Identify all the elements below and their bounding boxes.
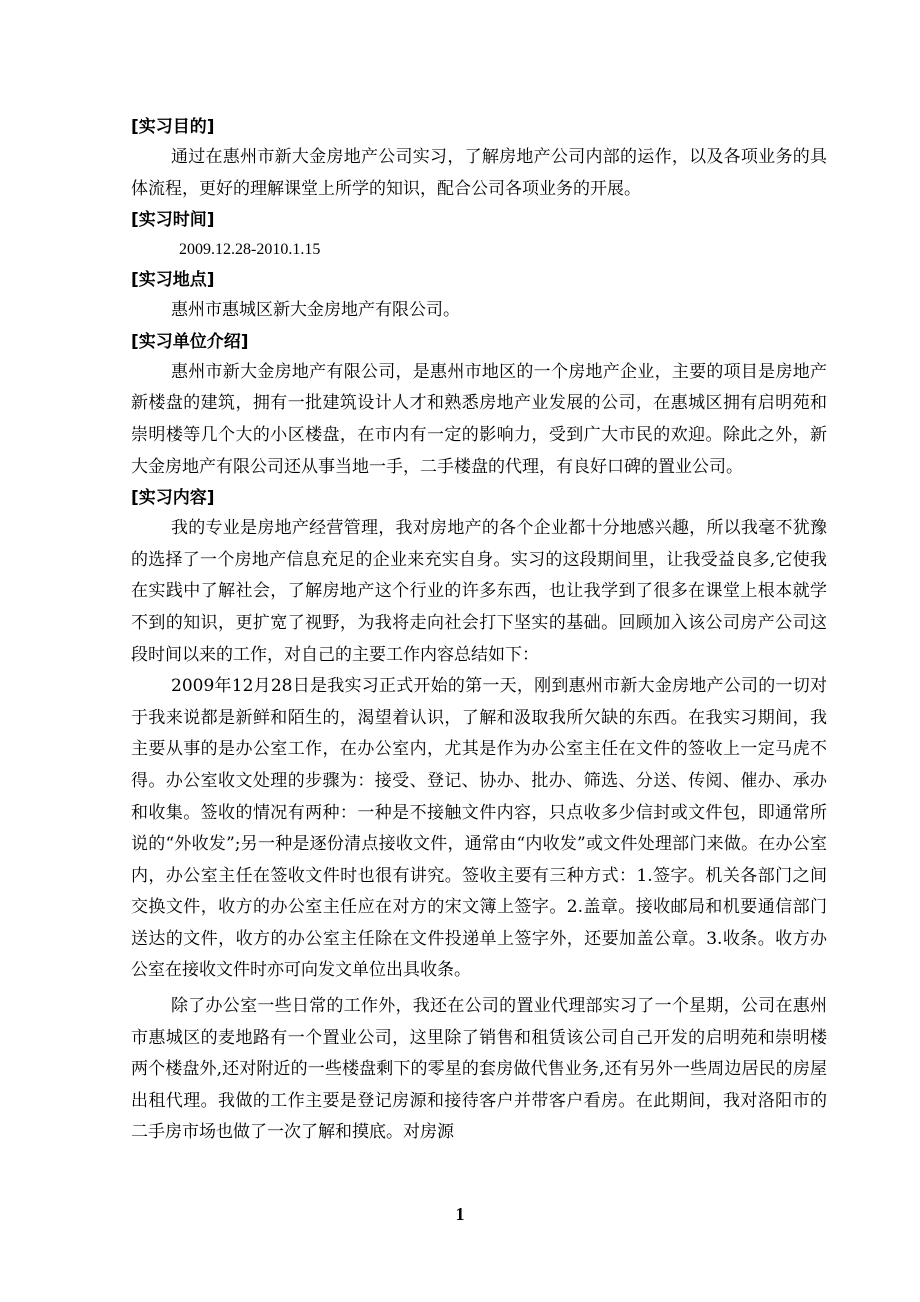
content-paragraph-1: 我的专业是房地产经营管理，我对房地产的各个企业都十分地感兴趣，所以我毫不犹豫的选择了一个房地产信息充足的企业来充实自身。实习的这段期间里，让我受益良多,它使我在实践中了解社会，了解房地产这个行业的许多东西，也让我学到了很多在课堂上根本就学不到的知识，更扩宽了视野，为我将走向社会打下坚实的基础。回顾加入该公司房产公司这段时间以来的工作，对自己的主要工作内容总结如下：: [131, 518, 827, 665]
purpose-paragraph: 通过在惠州市新大金房地产公司实习，了解房地产公司内部的运作，以及各项业务的具体流程，更好的理解课堂上所学的知识，配合公司各项业务的开展。: [131, 147, 827, 199]
document-body: [131, 112, 827, 1149]
section-heading-content: [实习内容]: [131, 488, 215, 509]
internship-date-range: 2009.12.28-2010.1.15: [179, 241, 321, 259]
section-heading-purpose: [实习目的]: [131, 117, 215, 137]
company-paragraph: 惠州市新大金房地产有限公司，是惠州市地区的一个房地产企业，主要的项目是房地产新楼盘的建筑，拥有一批建筑设计人才和熟悉房地产业发展的公司，在惠城区拥有启明苑和崇明楼等几个大的小区楼盘，在市内有一定的影响力，受到广大市民的欢迎。除此之外，新大金房地产有限公司还从事当地一手，二手楼盘的代理，有良好口碑的置业公司。: [131, 361, 827, 477]
section-heading-location: [实习地点]: [131, 270, 215, 291]
page-number: 1: [455, 1204, 465, 1224]
content-paragraph-3: 除了办公室一些日常的工作外，我还在公司的置业代理部实习了一个星期，公司在惠州市惠城区的麦地路有一个置业公司，这里除了销售和租赁该公司自己开发的启明苑和崇明楼两个楼盘外,还对附近的一些楼盘剩下的零星的套房做代售业务,还有另外一些周边居民的房屋出租代理。我做的工作主要是登记房源和接待客户并带客户看房。在此期间，我对洛阳市的二手房市场也做了一次了解和摸底。对房源: [131, 996, 827, 1143]
location-paragraph: 惠州市惠城区新大金房地产有限公司。: [171, 300, 460, 321]
content-paragraph-2: 2009年12月28日是我实习正式开始的第一天，刚到惠州市新大金房地产公司的一切对于我来说都是新鲜和陌生的，渴望着认识，了解和汲取我所欠缺的东西。在我实习期间，我主要从事的是办公室工作，在办公室内，尤其是作为办公室主任在文件的签收上一定马虎不得。办公室收文处理的步骤为：接受、登记、协办、批办、筛选、分送、传阅、催办、承办和收集。签收的情况有两种：一种是不接触文件内容，只点收多少信封或文件包，即通常所说的“外收发”;另一种是逐份清点接收文件，通常由“内收发”或文件处理部门来做。在办公室内，办公室主任在签收文件时也很有讲究。签收主要有三种方式：1.签字。机关各部门之间交换文件，收方的办公室主任应在对方的宋文簿上签字。2.盖章。接收邮局和机要通信部门送达的文件，收方的办公室主任除在文件投递单上签字外，还要加盖公章。3.收条。收方办公室在接收文件时亦可向发文单位出具收条。: [131, 676, 827, 981]
section-heading-company: [实习单位介绍]: [131, 331, 249, 352]
section-heading-time: [实习时间]: [131, 210, 215, 231]
